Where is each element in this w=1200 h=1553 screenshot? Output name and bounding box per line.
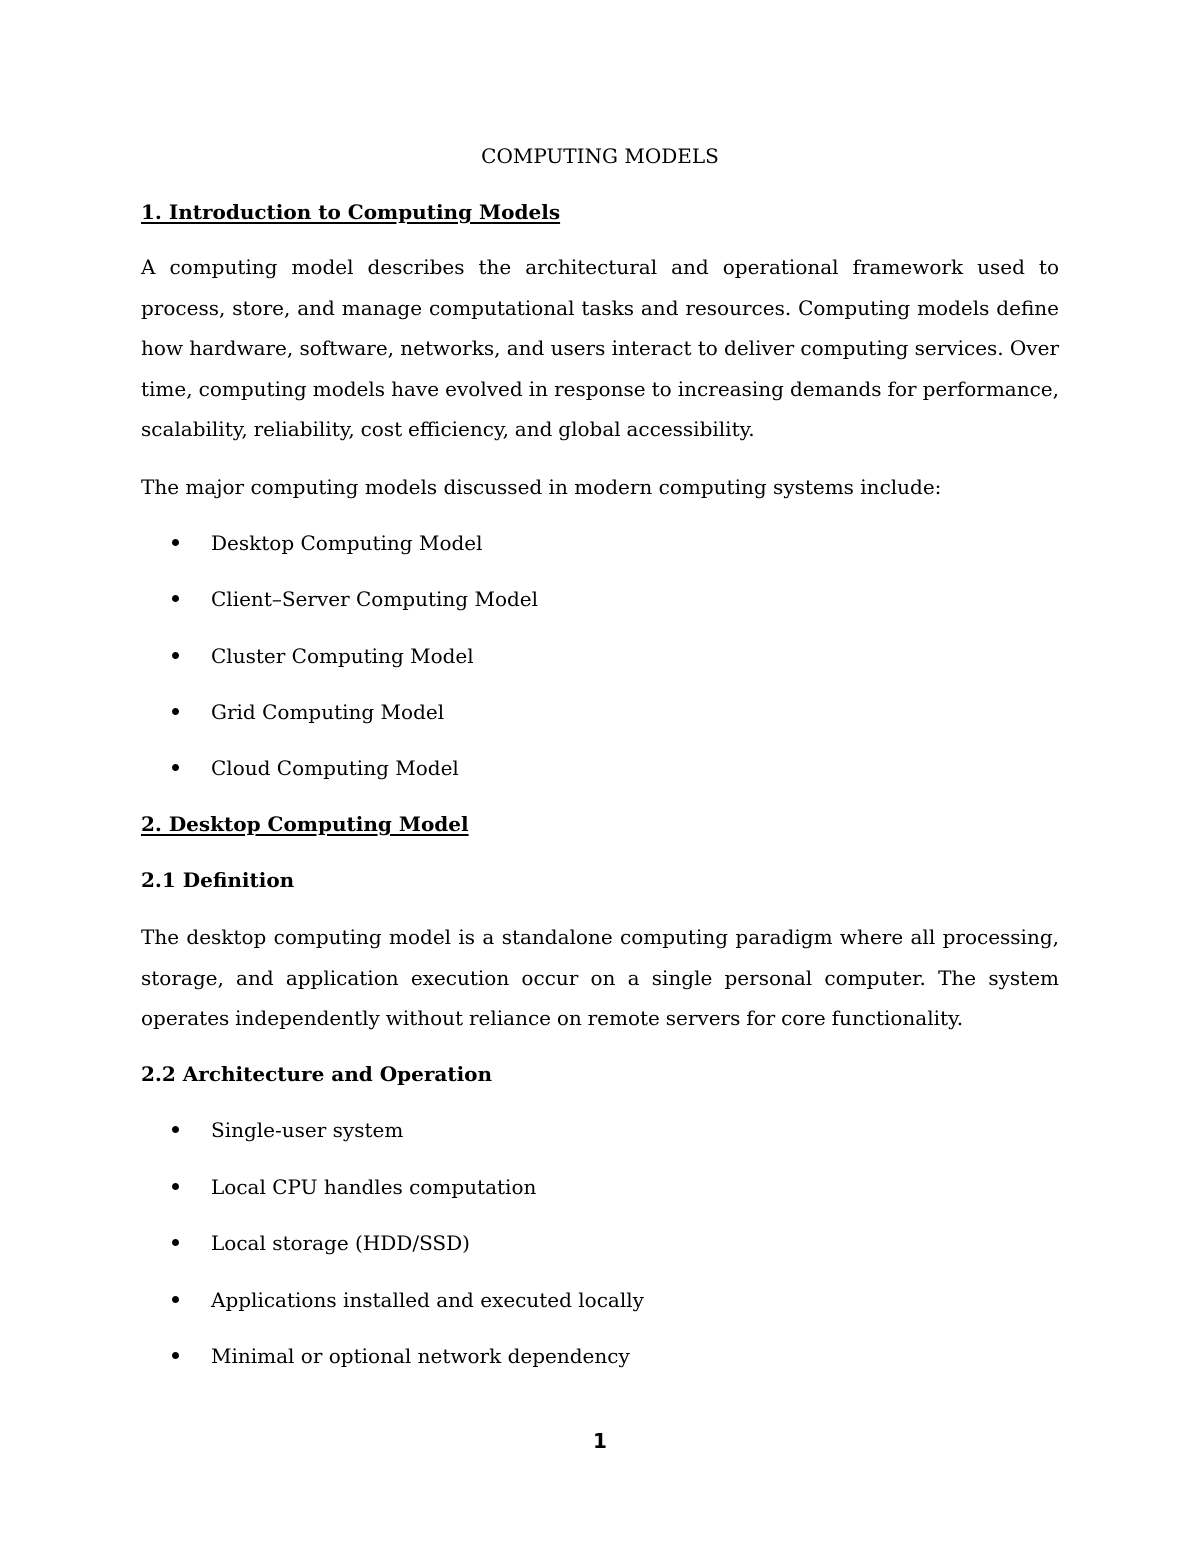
bullet-icon <box>172 1352 179 1359</box>
definition-paragraph: The desktop computing model is a standalone computing paradigm where all processing, storage, and application execution occur on a single personal computer. The system operates independently without reliance on remote servers for core functionality. <box>141 925 1059 1030</box>
document-title: COMPUTING MODELS <box>481 144 719 168</box>
list-item: Desktop Computing Model <box>172 529 1052 557</box>
list-item: Single-user system <box>172 1116 1052 1144</box>
list-item: Local CPU handles computation <box>172 1173 1052 1201</box>
bullet-icon <box>172 1296 179 1303</box>
list-item: Client–Server Computing Model <box>172 585 1052 613</box>
list-item: Applications installed and executed locally <box>172 1286 1052 1314</box>
subsection-heading-definition: 2.1 Definition <box>141 868 295 892</box>
list-item: Grid Computing Model <box>172 698 1052 726</box>
computing-models-list <box>172 529 1052 782</box>
bullet-icon <box>172 1183 179 1190</box>
list-item: Cloud Computing Model <box>172 754 1052 782</box>
section-heading-introduction: 1. Introduction to Computing Models <box>141 200 561 224</box>
models-list-intro: The major computing models discussed in modern computing systems include: <box>141 475 942 499</box>
list-item: Cluster Computing Model <box>172 642 1052 670</box>
bullet-icon <box>172 1239 179 1246</box>
section-heading-desktop: 2. Desktop Computing Model <box>141 812 469 836</box>
list-item: Local storage (HDD/SSD) <box>172 1229 1052 1257</box>
intro-paragraph: A computing model describes the architectural and operational framework used to process, store, and manage computational tasks and resources. Computing models define how hardware, software, networks, and users interact to deliver computing services. Over time, computing models have evolved in response to increasing demands for performance, scalability, reliability, cost efficiency, and global accessibility. <box>141 255 1059 441</box>
page-number: 1 <box>593 1429 607 1453</box>
bullet-icon <box>172 708 179 715</box>
bullet-icon <box>172 1126 179 1133</box>
bullet-icon <box>172 595 179 602</box>
subsection-heading-architecture: 2.2 Architecture and Operation <box>141 1062 493 1086</box>
architecture-list <box>172 1116 1052 1370</box>
list-item: Minimal or optional network dependency <box>172 1342 1052 1370</box>
bullet-icon <box>172 652 179 659</box>
bullet-icon <box>172 539 179 546</box>
bullet-icon <box>172 764 179 771</box>
